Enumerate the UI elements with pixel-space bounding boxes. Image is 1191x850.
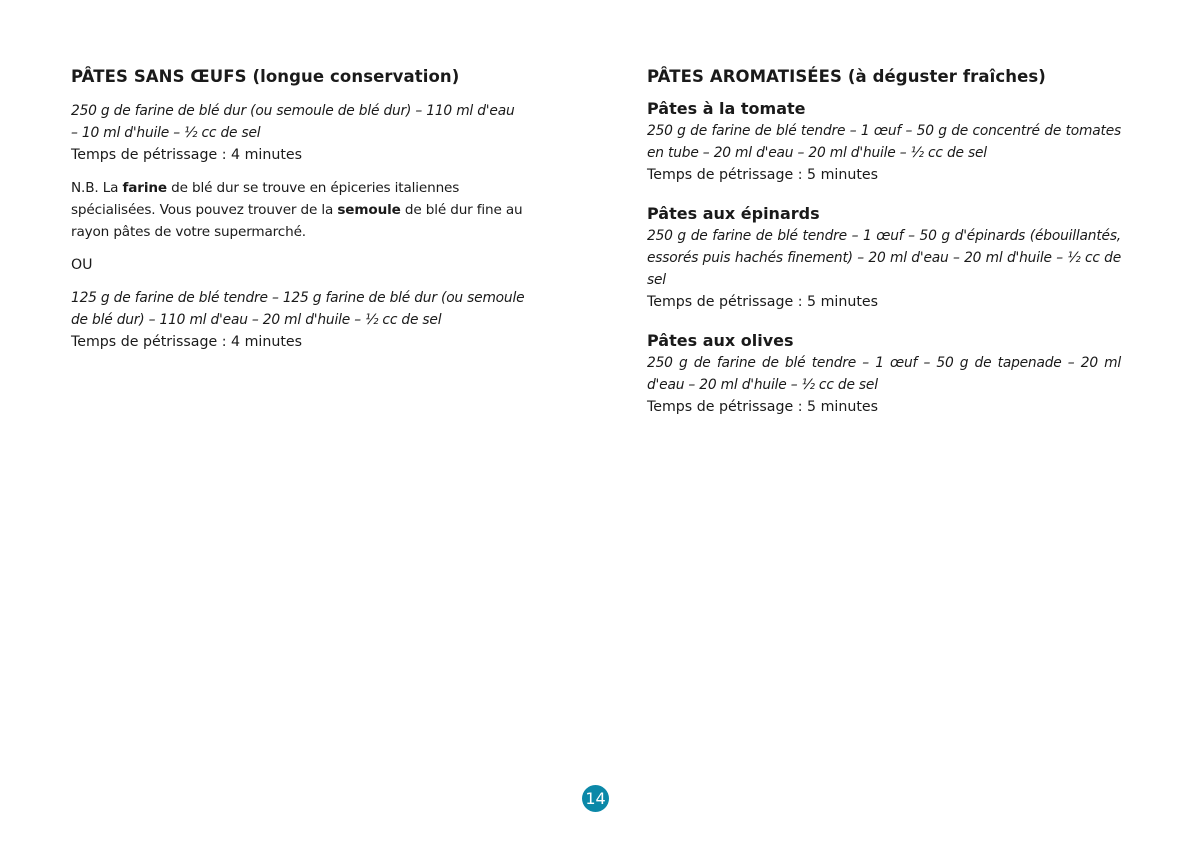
note-middle1: de blé dur se trouve en épiceries italiennes spécialisées. Vous pouvez trouver de la	[71, 180, 460, 218]
recipe-tomate-time: Temps de pétrissage : 5 minutes	[647, 167, 879, 183]
recipe-tomate-title: Pâtes à la tomate	[647, 99, 806, 118]
recipe-olives-title: Pâtes aux olives	[647, 331, 794, 350]
flour-note	[71, 177, 545, 243]
right-column	[647, 66, 1121, 418]
recipe-epinards-ingredients: 250 g de farine de blé tendre – 1 œuf – 50 g d'épinards (ébouillantés, essorés puis hachés finement) – 20 ml d'eau – 20 ml d'huile – ½ cc de sel	[647, 228, 1121, 288]
recipe-epinards-time: Temps de pétrissage : 5 minutes	[647, 294, 879, 310]
recipe-tomate-ingredients: 250 g de farine de blé tendre – 1 œuf – 50 g de concentré de tomates en tube – 20 ml d'eau – 20 ml d'huile – ½ cc de sel	[647, 123, 1121, 161]
section-title-flavored: PÂTES AROMATISÉES (à déguster fraîches)	[647, 67, 1046, 86]
recipe-epinards-title: Pâtes aux épinards	[647, 204, 820, 223]
note-prefix: N.B. La	[71, 180, 123, 196]
note-farine: farine	[122, 180, 167, 196]
page-number-badge: 14	[582, 785, 609, 812]
or-separator: OU	[71, 257, 93, 273]
recipe-olives-time: Temps de pétrissage : 5 minutes	[647, 399, 879, 415]
recipe2-ingredients-line1: 125 g de farine de blé tendre – 125 g farine de blé dur (ou semoule	[71, 290, 525, 306]
recipe1-ingredients-line2: – 10 ml d'huile – ½ cc de sel	[71, 125, 261, 141]
section-title-no-eggs: PÂTES SANS ŒUFS (longue conservation)	[71, 67, 460, 86]
recipe1-ingredients-line1: 250 g de farine de blé dur (ou semoule de blé dur) – 110 ml d'eau	[71, 103, 515, 119]
recipe2-kneading-time: Temps de pétrissage : 4 minutes	[71, 334, 303, 350]
note-semoule: semoule	[337, 202, 401, 218]
left-column	[71, 66, 545, 353]
recipe-olives-ingredients: 250 g de farine de blé tendre – 1 œuf – 50 g de tapenade – 20 ml d'eau – 20 ml d'huile – ½ cc de sel	[647, 355, 1121, 393]
recipe1-kneading-time: Temps de pétrissage : 4 minutes	[71, 147, 303, 163]
recipe2-ingredients-line2: de blé dur) – 110 ml d'eau – 20 ml d'huile – ½ cc de sel	[71, 312, 442, 328]
note-middle2: de blé dur fine au rayon pâtes de votre supermarché.	[71, 202, 523, 240]
